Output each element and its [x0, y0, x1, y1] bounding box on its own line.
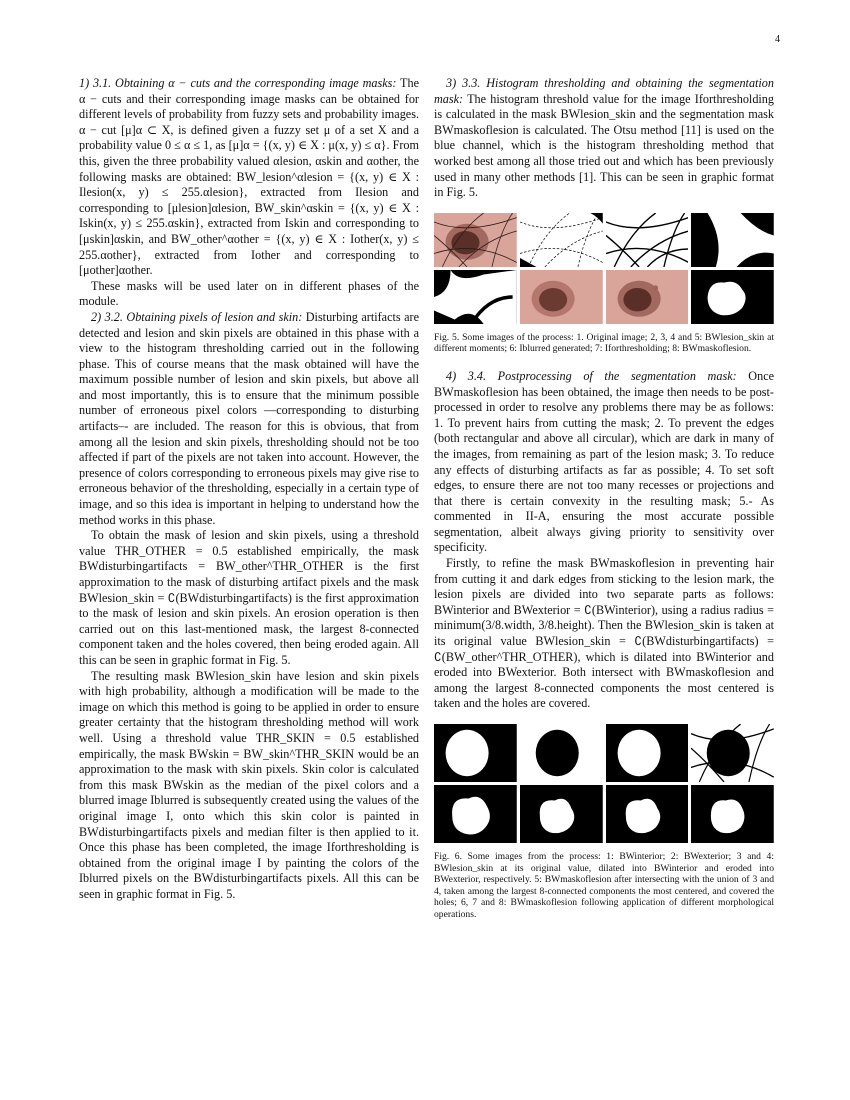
page-number: 4: [775, 34, 780, 45]
section-3-1-text-2: These masks will be used later on in different phases of the module.: [79, 278, 419, 309]
figure-6-caption: Fig. 6. Some images from the process: 1: BWinterior; 2: BWexterior; 3 and 4: BWlesion_skin at its original value, dilated into BWinterior and eroded into BWexterior, respectively. 5: BWmaskoflesion after intersecting with the union of 3 and 4, taken among the largest 8-connected components the most centered, and covered the holes; 6, 7 and 8: BWmaskoflesion following application of different morphological operations.: [434, 851, 774, 920]
fig5-lesion-skin-mask-2: [606, 213, 689, 267]
figure-5-grid: [434, 213, 774, 324]
left-column: [79, 76, 419, 902]
fig5-lesion-skin-mask-3: [691, 213, 774, 267]
section-3-2: [79, 310, 419, 528]
fig5-lesion-skin-mask-1: [520, 213, 603, 267]
section-3-2-text: Disturbing artifacts are detected and lesion and skin pixels are obtained in this phase with a view to the histogram thresholding carried out in the following phase. This of course means that the mask obtained will have the maximum possible number of lesion and skin pixels, but above all and most importantly, this is to ensure that the minimum possible number of erroneous pixel colors —corresponding to disturbing artifacts–- are included. The reason for this is obvious, that from among all the lesion and skin pixels, thresholding should not be too affected if part of the pixels are not taken into account. However, the presence of colors corresponding to erroneous pixels may give rise to erroneous behavior of the thresholding, especially in a certain type of image, and so this idea is important in helping to understand how the method works in this phase.: [79, 309, 419, 527]
right-column: [434, 76, 774, 921]
section-3-4-text-2: Firstly, to refine the mask BWmaskoflesion in preventing hair from cutting it and dark edges from sticking to the lesion mark, the lesion pixels are divided into two separate parts as follows: BWinterior and BWexterior = ∁(BWinterior), using a radius radius = minimum(3/8.width, 3/8.height). Then the BWlesion_skin is taken at its original value BWlesion_skin = ∁(BWdisturbingartifacts) = ∁(BW_other^THR_OTHER), which is dilated into BWinterior and eroded into BWexterior. Both intersect with BWmaskoflesion and among the largest 8-connected components the most centered is taken and the holes are covered.: [434, 556, 774, 711]
fig6-lesion-mask-1: [434, 785, 517, 843]
fig6-eroded-mask: [691, 724, 774, 782]
section-3-3-text: The histogram threshold value for the image Iforthresholding is calculated in the mask BWlesion_skin and the segmentation mask BWmaskoflesion is calculated. The Otsu method [11] is used on the blue channel, which is the histogram thresholding method that worked best among all those tried out and which has been previously used in many other methods [1]. This can be seen in graphic format in Fig. 5.: [434, 91, 774, 200]
section-3-2-heading: 2) 3.2. Obtaining pixels of lesion and skin:: [91, 309, 303, 324]
figure-5: [434, 213, 774, 355]
section-3-2-text-3: The resulting mask BWlesion_skin have lesion and skin pixels with high probability, although a modification will be made to the image on which this method is going to be applied in order to ensure greater certainty that the histogram thresholding method will work well. Using a threshold value THR_SKIN = 0.5 established empirically, the mask BWskin = BW_skin^THR_SKIN would be an approximation to the mask with skin pixels. Skin color is calculated from this mask BWskin as the median of the pixel colors and a blurred image Iblurred is subsequently created using the values of the original image I, onto which this skin color is painted in BWdisturbingartifacts pixels and median filter is then applied to it. Once this phase has been completed, the image Iforthresholding is obtained from the original image I by painting the colors of the Iblurred pixels on the BWdisturbingartifacts pixels. All this can be seen in graphic format in Fig. 5.: [79, 668, 419, 901]
figure-6: [434, 724, 774, 921]
section-3-2-text-2: To obtain the mask of lesion and skin pixels, using a threshold value THR_OTHER = 0.5 established empirically, the mask BWdisturbingartifacts = BW_other^THR_OTHER is the first approximation to the mask of disturbing artifact pixels and the mask BWlesion_skin = ∁(BWdisturbingartifacts) is the first approximation to the mask of lesion and skin pixels. An erosion operation is then carried out on this last-mentioned mask, the largest 8-connected component taken and the holes covered, then being eroded again. All this can be seen in graphic format in Fig. 5.: [79, 528, 419, 667]
fig6-interior-mask: [434, 724, 517, 782]
fig5-lesion-mask: [691, 270, 774, 324]
fig6-dilated-mask: [606, 724, 689, 782]
section-3-4-heading: 4) 3.4. Postprocessing of the segmentation mask:: [446, 368, 737, 383]
section-3-4-text: Once BWmaskoflesion has been obtained, the image then needs to be post-processed in order to resolve any problems there may be as follows: 1. To prevent hairs from cutting the mask; 2. To prevent the edges (both rectangular and above all circular), which are dark in many of the images, from remaining as part of the lesion mask; 3. To reduce any effects of disturbing artifacts as far as possible; 4. To set soft edges, to ensure there are not too many recesses or projections and that there is certain convexity in the resulting mask; 5.- As commented in II-A, ensuring the most accurate possible segmentation, albeit always giving priority to sensitivity over specificity.: [434, 368, 775, 555]
section-3-1-text: The α − cuts and their corresponding image masks can be obtained for different levels of probability from fuzzy sets and probability images. α − cut [μ]α ⊂ X, is defined given a fuzzy set μ of a set X and a probability value 0 ≤ α ≤ 1, as [μ]α = {(x, y) ∈ X : μ(x, y) ≤ α}. From this, given the three probability valued αlesion, αskin and αother, the following masks are obtained: BW_lesion^αlesion = {(x, y) ∈ X : Ilesion(x, y) ≤ 255.αlesion}, extracted from Ilesion and corresponding to [μlesion]αlesion, BW_skin^αskin = {(x, y) ∈ X : Iskin(x, y) ≤ 255.αskin}, extracted from Iskin and corresponding to [μskin]αskin, and BW_other^αother = {(x, y) ∈ X : Iother(x, y) ≤ 255.αother}, extracted from Iother and corresponding to [μother]αother.: [79, 76, 419, 278]
fig6-lesion-mask-2: [520, 785, 603, 843]
fig6-exterior-mask: [520, 724, 603, 782]
section-3-1: [79, 76, 419, 279]
fig5-lesion-skin-mask-4: [434, 270, 517, 324]
figure-5-caption: Fig. 5. Some images of the process: 1. Original image; 2, 3, 4 and 5: BWlesion_skin at different moments; 6: Iblurred generated; 7: Iforthresholding; 8: BWmaskoflesion.: [434, 331, 774, 355]
fig6-lesion-mask-4: [691, 785, 774, 843]
fig6-lesion-mask-3: [606, 785, 689, 843]
section-3-1-heading: 1) 3.1. Obtaining α − cuts and the corresponding image masks:: [79, 76, 397, 90]
section-3-4: [434, 369, 774, 556]
section-3-3-heading: 3) 3.3. Histogram thresholding and obtaining the segmentation mask:: [434, 76, 774, 106]
fig5-thresholding-image: [606, 270, 689, 324]
fig5-original-image: [434, 213, 517, 267]
figure-6-grid: [434, 724, 774, 843]
fig5-blurred-image: [520, 270, 603, 324]
section-3-3: [434, 76, 774, 201]
